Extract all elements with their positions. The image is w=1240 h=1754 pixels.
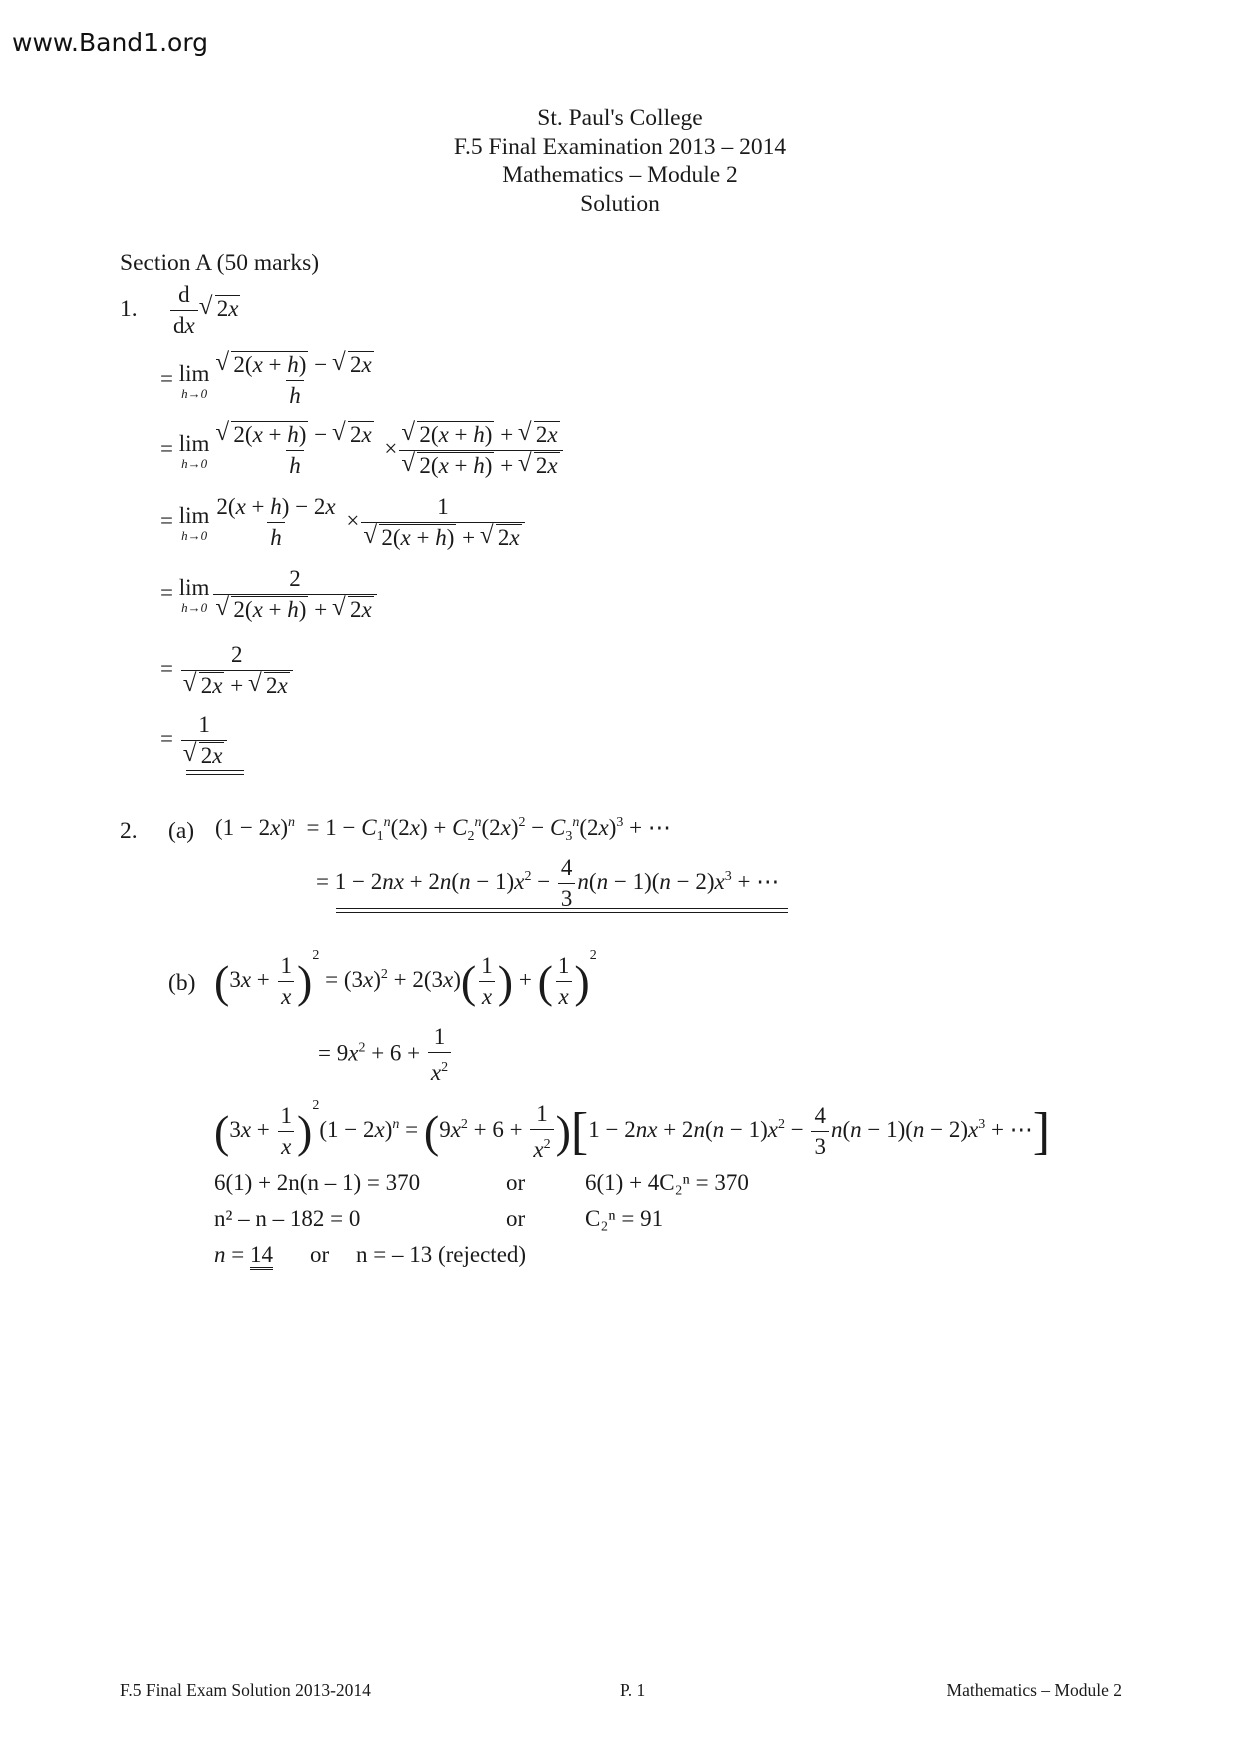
school-name: St. Paul's College <box>537 105 703 131</box>
section-a-title: Section A (50 marks) <box>120 250 320 276</box>
q2b-product: (3x + $\frac{1}{x}$ )$^2(1 - 2x)^n = (9x^2 + 6$ + $\frac{1}{x^2}$ )[$1 - 2nx + 2n(n - 1)x^2$ − $\frac{4}{3}$ $n(n - 1)(n - 2)x^3$ + ⋯] <box>214 1098 1050 1165</box>
site-watermark: www.Band1.org <box>12 28 209 57</box>
q1-number: 1. <box>120 296 138 322</box>
q2a-answer-underline <box>336 908 788 913</box>
q2b-square-result: = $9x^2 + 6$ + $\frac{1}{x^2}$ <box>318 1022 453 1088</box>
q1-step3: = lim h→0 $\frac{2(x + h) - 2x}{h}$ × 1 √ 2(x + h) + √ 2x <box>160 492 527 553</box>
q2b-answer-line: n = 14 <box>214 1242 273 1268</box>
q1-result: = 1 √ 2x <box>160 710 229 771</box>
q2b-or1: or <box>506 1170 526 1195</box>
q1-step5: = 2 √ 2x + √ 2x <box>160 640 295 701</box>
q2b-equation1: 6(1) + 2n(n – 1) = 370 <box>214 1170 421 1195</box>
q2b-alt-equation2: C₂ⁿ = 91 <box>585 1206 664 1231</box>
q1-step2: = lim h→0 √ $\frac{2(x + h) - √ 2x}{h}$ × √ 2(x + h) + √ 2x √ 2(x + h) + √ 2x <box>160 420 565 481</box>
q1-step1: = lim h→0 √ $\frac{2(x + h) - √ 2x}{h}$ <box>160 350 379 411</box>
q2b-or3: or <box>310 1242 330 1267</box>
q2a-expansion-line1: $(1 - 2x)^n = 1 - C_1^n(2x) + C_2^n(2x)^2 - C_3^n(2x)^3$ + ⋯ <box>215 815 671 844</box>
footer-page-number: P. 1 <box>620 1680 646 1700</box>
q2a-expansion-line2: = $1 - 2nx + 2n(n - 1)x^2$ − $\frac{4}{3}$ $n(n - 1)(n - 2)x^3$ + ⋯ <box>316 853 779 914</box>
document-header <box>0 104 1240 218</box>
q1-step4: = lim h→0 2 √ 2(x + h) + √ 2x <box>160 564 379 625</box>
q2b-answer-value: 14 <box>250 1242 273 1270</box>
footer-left: F.5 Final Exam Solution 2013-2014 <box>120 1680 371 1700</box>
doc-type: Solution <box>580 190 660 217</box>
q2a-label: (a) <box>168 818 195 844</box>
q2b-square-expansion: (3x + $\frac{1}{x}$ )$^2 = (3x)^2 + 2(3x)$( $\frac{1}{x}$ ) + ( $\frac{1}{x}$ )$^2$ <box>214 948 597 1012</box>
q2b-alt-equation1: 6(1) + 4C₂ⁿ = 370 <box>585 1170 749 1195</box>
exam-title: F.5 Final Examination 2013 – 2014 <box>453 133 787 160</box>
q2-number: 2. <box>120 818 138 844</box>
q2b-rejected: n = – 13 (rejected) <box>356 1242 527 1267</box>
q2b-or2: or <box>506 1206 526 1231</box>
footer-right: Mathematics – Module 2 <box>946 1680 1122 1700</box>
q2b-equation2: n² – n – 182 = 0 <box>214 1206 361 1231</box>
q1-derivative: $\frac{d}{dx}$ √ 2x <box>168 280 240 341</box>
q2b-label: (b) <box>168 970 196 996</box>
subject-title: Mathematics – Module 2 <box>502 162 738 188</box>
q1-answer-underline <box>186 770 244 775</box>
